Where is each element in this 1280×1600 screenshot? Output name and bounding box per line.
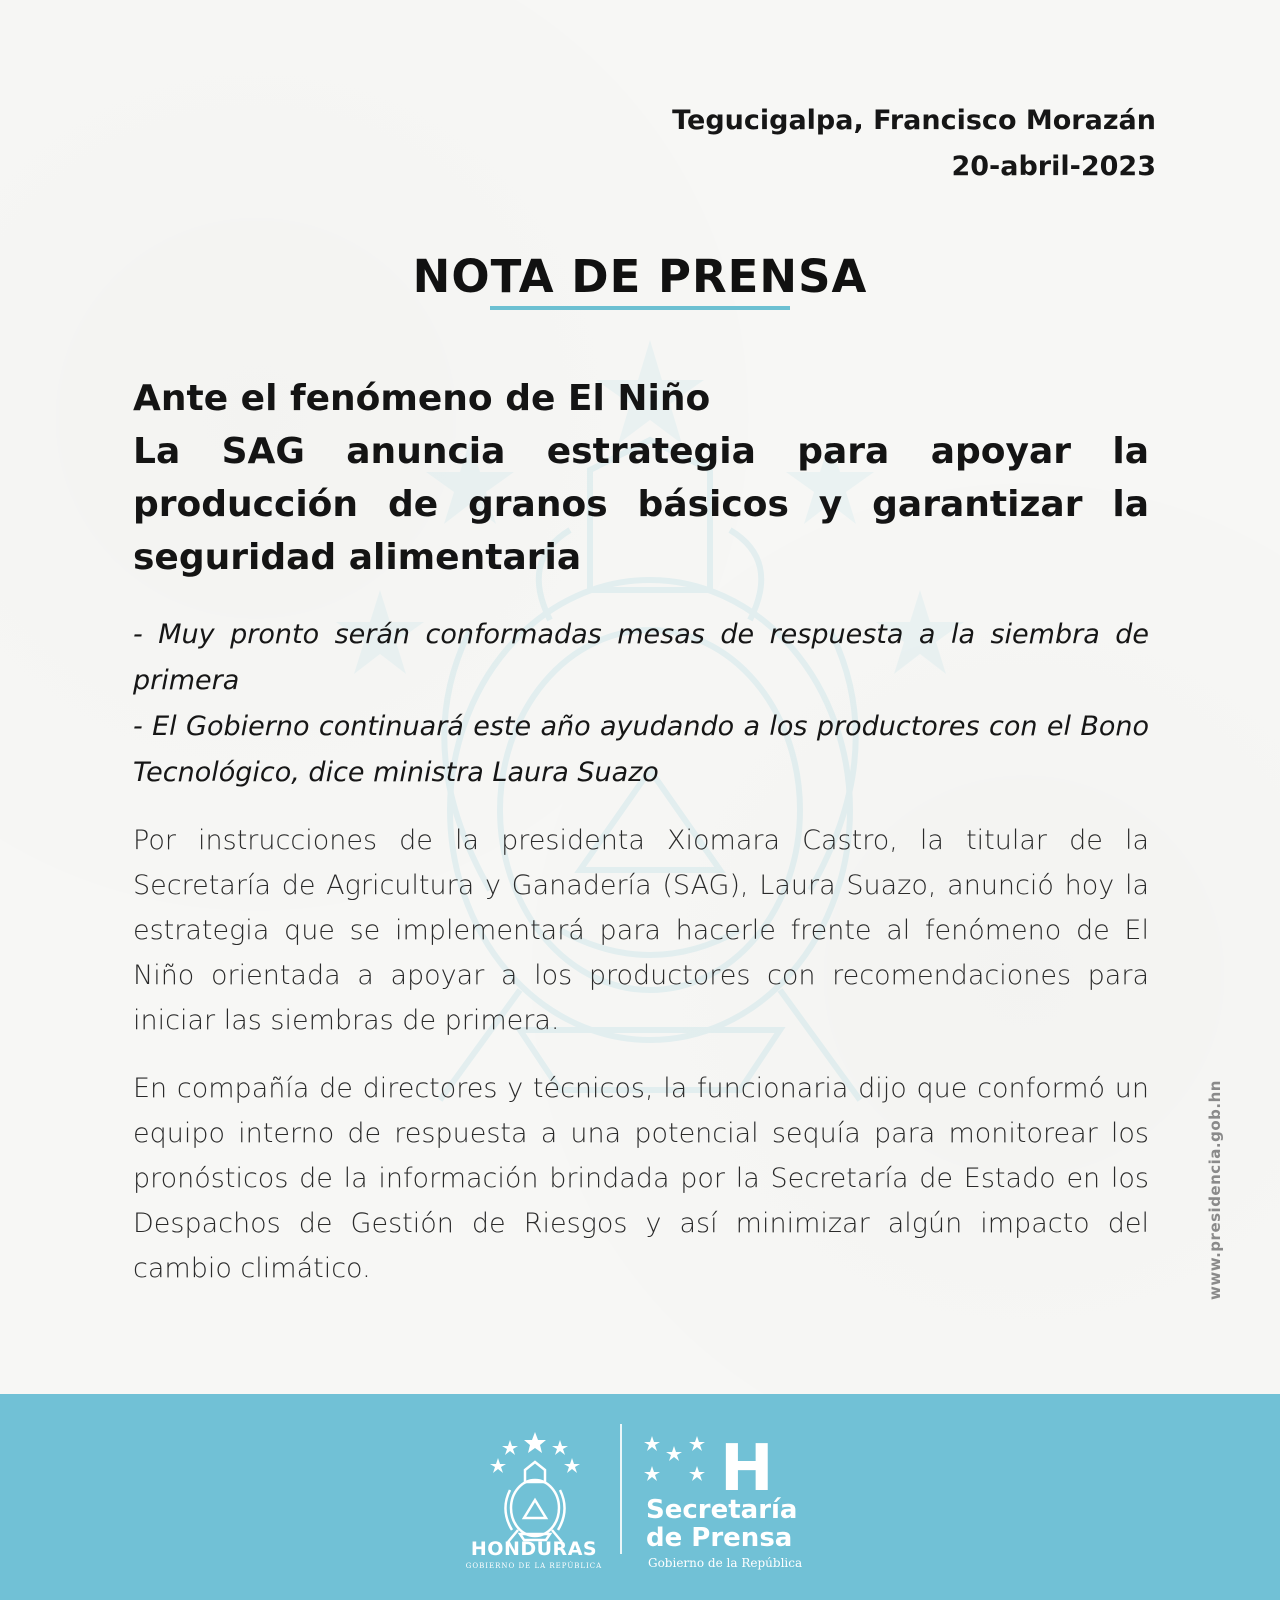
headline-main: La SAG anuncia estrategia para apoyar la producción de granos básicos y garantizar la seguridad alimentaria — [133, 431, 1149, 578]
prensa-wordmark-line1: Secretaría — [646, 1495, 798, 1525]
body-paragraph: Por instrucciones de la presidenta Xiomara Castro, la titular de la Secretaría de Agricultura y Ganadería (SAG), Laura Suazo, anunció hoy la estrategia que se implementará para hacerle frente al fenómeno de El Niño orientada a apoyar a los productores con recomendaciones para iniciar las siembras de primera. — [133, 825, 1149, 1036]
honduras-wordmark: HONDURAS — [470, 1538, 598, 1560]
headline-kicker: Ante el fenómeno de El Niño — [133, 378, 711, 419]
dateline — [672, 98, 1156, 190]
title-underline — [490, 306, 790, 310]
article-body — [133, 372, 1149, 1291]
prensa-wordmark-line2: de Prensa — [646, 1523, 793, 1553]
summary-bullet: - El Gobierno continuará este año ayudando a los productores con el Bono Tecnológico, dice ministra Laura Suazo — [133, 711, 1149, 788]
honduras-subtitle: GOBIERNO DE LA REPÚBLICA — [465, 1562, 603, 1570]
prensa-subtitle: Gobierno de la República — [648, 1556, 803, 1570]
footer-banner — [0, 1394, 1280, 1600]
summary-bullets — [133, 612, 1149, 796]
page-title: NOTA DE PRENSA — [412, 250, 868, 303]
headline — [133, 372, 1149, 584]
location: Tegucigalpa, Francisco Morazán — [672, 105, 1156, 136]
secretaria-prensa-logo-icon — [642, 1434, 782, 1494]
summary-bullet: - Muy pronto serán conformadas mesas de respuesta a la siembra de primera — [133, 619, 1149, 696]
footer-divider — [620, 1424, 622, 1554]
date: 20-abril-2023 — [951, 151, 1156, 182]
website-url: www.presidencia.gob.hn — [1206, 1080, 1224, 1300]
body-paragraph: En compañía de directores y técnicos, la funcionaria dijo que conformó un equipo interno de respuesta a una potencial sequía para monitorear los pronósticos de la información brindada por la Secretaría de Estado en los Despachos de Gestión de Riesgos y así minimizar algún impacto del cambio climático. — [133, 1073, 1149, 1284]
prensa-h-mark: H — [720, 1434, 774, 1494]
